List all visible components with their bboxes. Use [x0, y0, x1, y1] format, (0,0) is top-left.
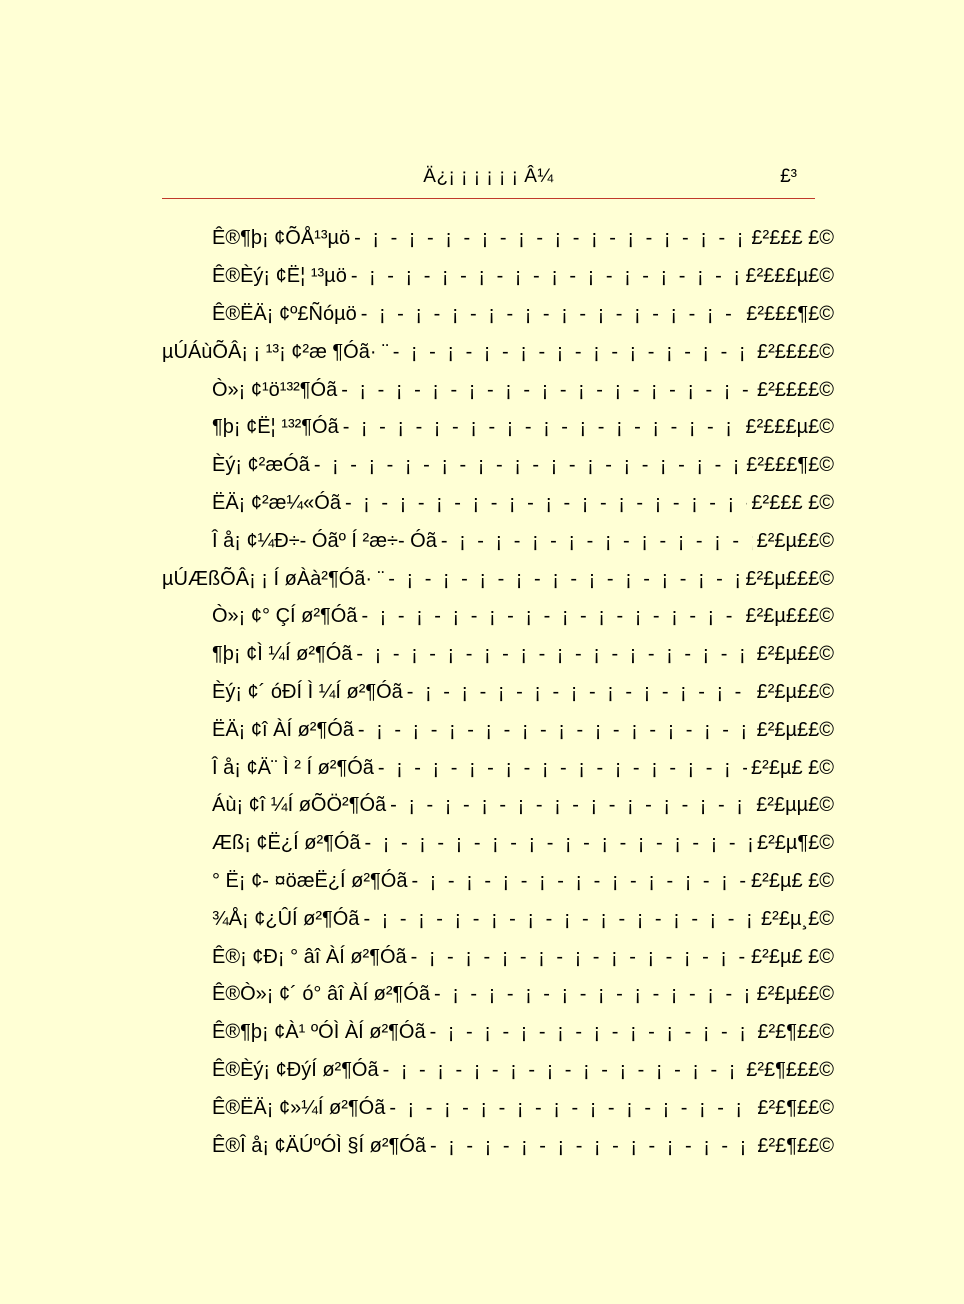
toc-entry-page: £²£µ££©: [756, 529, 834, 552]
toc-entry[interactable]: [162, 296, 834, 334]
toc-entry-label: Ê®Èý¡ ¢ÐýÍ ø²¶Óã: [212, 1058, 379, 1081]
toc-entry-label: Ò»¡ ¢¹ö¹³²¶Óã: [212, 378, 338, 401]
table-of-contents: [162, 220, 834, 1165]
toc-dot-leader: [393, 341, 753, 364]
toc-dot-leader: [345, 492, 747, 515]
toc-entry-label: µÚÆßÕÂ¡ ¡ Í øÀà²¶Óã· ¨: [162, 567, 385, 590]
toc-dot-leader: [358, 719, 753, 742]
toc-entry[interactable]: [162, 938, 834, 976]
toc-dot-leader: [343, 416, 742, 439]
toc-dot-leader: [430, 1021, 754, 1044]
toc-dot-leader: [388, 568, 741, 591]
toc-entry-label: Ê®¶þ¡ ¢À¹ ºÓÌ ÀÍ ø²¶Óã: [212, 1021, 426, 1044]
toc-dot-leader: [407, 681, 753, 704]
toc-dot-leader: [430, 1135, 753, 1158]
toc-dot-leader: [365, 832, 753, 855]
toc-entry-page: £²££££©: [756, 340, 834, 363]
toc-dot-leader: [361, 303, 742, 326]
toc-entry-page: £²£££¶£©: [746, 302, 834, 325]
toc-entry[interactable]: [162, 485, 834, 523]
toc-entry[interactable]: [162, 333, 834, 371]
toc-entry-page: £²£µ£ £©: [751, 945, 834, 968]
toc-entry[interactable]: [162, 711, 834, 749]
toc-entry-page: £²£££ £©: [751, 227, 834, 250]
page-header: [162, 160, 815, 199]
toc-entry-label: ¶þ¡ ¢Ë¦ ¹³²¶Óã: [212, 416, 339, 439]
toc-entry[interactable]: [162, 636, 834, 674]
page-number: £³: [780, 166, 797, 187]
toc-entry-page: £²£µ£ £©: [751, 869, 834, 892]
toc-entry-label: ËÄ¡ ¢î ÀÍ ø²¶Óã: [212, 718, 354, 741]
toc-entry[interactable]: [162, 1014, 834, 1052]
toc-entry-page: £²£µ¸£©: [761, 907, 834, 930]
toc-dot-leader: [341, 379, 753, 402]
toc-entry-page: £²£µ£££©: [745, 605, 834, 628]
toc-entry[interactable]: [162, 598, 834, 636]
toc-entry-label: Ò»¡ ¢° ÇÍ ø²¶Óã: [212, 605, 358, 628]
toc-entry-page: £²£µ£ £©: [751, 756, 834, 779]
toc-entry[interactable]: [162, 1089, 834, 1127]
toc-entry-label: Ê®Î å¡ ¢ÄÚºÓÌ §Í ø²¶Óã: [212, 1134, 426, 1157]
toc-entry[interactable]: [162, 674, 834, 712]
toc-entry-label: ¾Å¡ ¢¿ÛÍ ø²¶Óã: [212, 907, 360, 930]
toc-dot-leader: [434, 983, 753, 1006]
toc-entry[interactable]: [162, 447, 834, 485]
toc-entry-label: µÚÁùÕÂ¡ ¡ ¹³¡ ¢²æ ¶Óã· ¨: [162, 340, 389, 363]
toc-entry-page: £²£µ££©: [756, 643, 834, 666]
toc-entry-page: £²£µ£££©: [745, 567, 834, 590]
toc-entry-page: £²£¶££©: [757, 1021, 834, 1044]
toc-entry-page: £²£¶£££©: [746, 1058, 834, 1081]
toc-entry[interactable]: [162, 1052, 834, 1090]
toc-entry-page: £²£µ££©: [756, 983, 834, 1006]
toc-dot-leader: [383, 1059, 743, 1082]
toc-entry[interactable]: [162, 409, 834, 447]
toc-entry-label: Áù¡ ¢î ¼Í øÕÖ²¶Óã: [212, 794, 387, 817]
toc-entry[interactable]: [162, 749, 834, 787]
toc-entry-label: Æß¡ ¢Ë¿Í ø²¶Óã: [212, 832, 361, 855]
toc-dot-leader: [354, 227, 747, 250]
toc-entry-label: Èý¡ ¢´ óÐÍ Ì ¼Í ø²¶Óã: [212, 680, 403, 703]
toc-entry[interactable]: [162, 787, 834, 825]
toc-entry[interactable]: [162, 1127, 834, 1165]
toc-entry-label: Ê®Ò»¡ ¢´ ó° âî ÀÍ ø²¶Óã: [212, 983, 430, 1006]
toc-dot-leader: [363, 908, 757, 931]
toc-dot-leader: [378, 757, 747, 780]
toc-entry[interactable]: [162, 371, 834, 409]
toc-entry-label: Ê®¡ ¢Ð¡ ° âî ÀÍ ø²¶Óã: [212, 945, 407, 968]
toc-entry-label: Ê®Èý¡ ¢Ë¦ ¹³µö: [212, 265, 347, 288]
page-title: Ä¿¡ ¡ ¡ ¡ ¡ ¡ Â¼: [423, 166, 554, 187]
toc-entry-label: Î å¡ ¢¼Ð÷- Óãº Í ²æ÷- Óã: [212, 529, 437, 552]
toc-entry-page: £²£µ££©: [756, 718, 834, 741]
toc-dot-leader: [441, 530, 753, 553]
toc-dot-leader: [314, 454, 742, 477]
toc-dot-leader: [389, 1097, 753, 1120]
toc-entry-label: ËÄ¡ ¢²æ¼«Óã: [212, 491, 341, 514]
toc-dot-leader: [411, 946, 747, 969]
toc-dot-leader: [356, 643, 752, 666]
toc-entry[interactable]: [162, 825, 834, 863]
toc-dot-leader: [361, 605, 741, 628]
toc-entry-label: ° Ë¡ ¢- ¤öæË¿Í ø²¶Óã: [212, 869, 408, 892]
toc-entry-label: Èý¡ ¢²æÓã: [212, 454, 310, 477]
toc-entry-label: Ê®ËÄ¡ ¢º£Ñóµö: [212, 302, 357, 325]
toc-entry[interactable]: [162, 220, 834, 258]
toc-entry[interactable]: [162, 258, 834, 296]
toc-entry-page: £²£££¶£©: [746, 454, 834, 477]
toc-entry-page: £²£¶££©: [757, 1134, 834, 1157]
toc-entry-label: ¶þ¡ ¢Ì ¼Í ø²¶Óã: [212, 643, 353, 666]
toc-entry[interactable]: [162, 522, 834, 560]
toc-entry-page: £²£¶££©: [757, 1096, 834, 1119]
toc-entry-page: £²£££ £©: [751, 491, 834, 514]
toc-entry-page: £²£££µ£©: [745, 265, 834, 288]
toc-entry-page: £²££££©: [756, 378, 834, 401]
toc-entry[interactable]: [162, 900, 834, 938]
toc-dot-leader: [411, 870, 747, 893]
toc-dot-leader: [390, 794, 752, 817]
toc-entry-page: £²£µµ£©: [756, 794, 834, 817]
toc-entry[interactable]: [162, 863, 834, 901]
toc-entry[interactable]: [162, 560, 834, 598]
toc-entry-label: Î å¡ ¢Ä¨ Ì ² Í ø²¶Óã: [212, 756, 374, 779]
toc-entry[interactable]: [162, 976, 834, 1014]
toc-entry-page: £²£µ££©: [756, 680, 834, 703]
toc-entry-page: £²£££µ£©: [745, 416, 834, 439]
toc-entry-label: Ê®ËÄ¡ ¢»¼Í ø²¶Óã: [212, 1096, 386, 1119]
toc-entry-page: £²£µ¶£©: [756, 832, 834, 855]
toc-entry-label: Ê®¶þ¡ ¢ÕÅ¹³µö: [212, 227, 351, 250]
toc-dot-leader: [351, 265, 742, 288]
